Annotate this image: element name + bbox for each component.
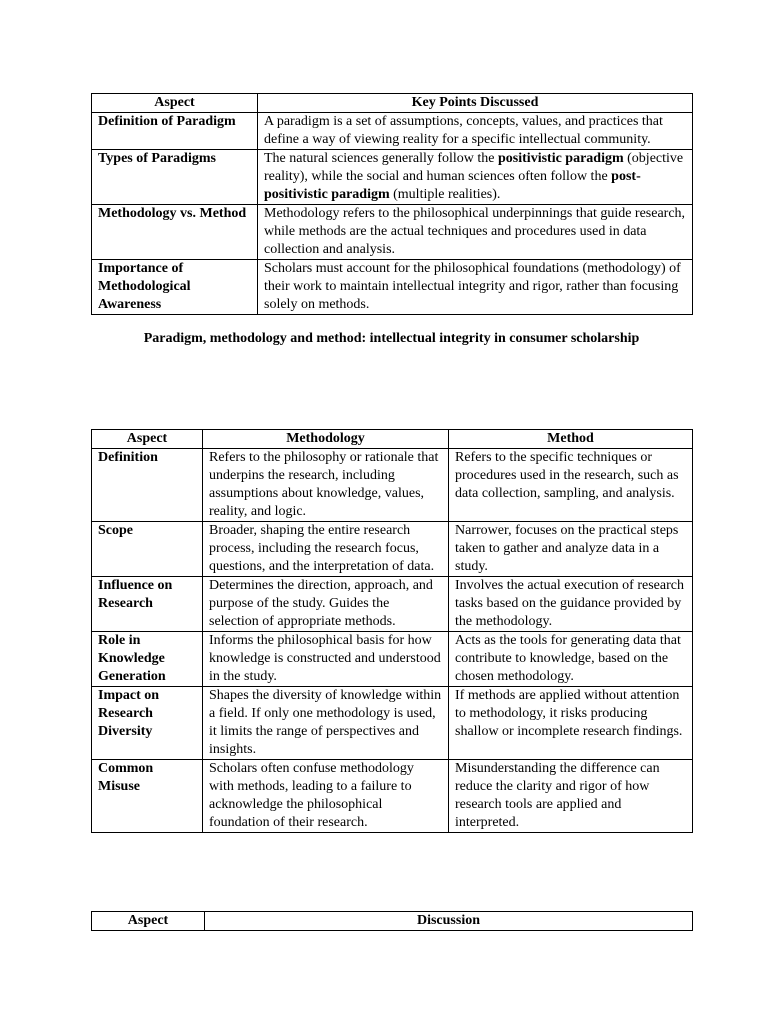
- table-row: [92, 260, 693, 315]
- aspect-cell: Types of Paradigms: [92, 150, 258, 205]
- column-header-key-points: Key Points Discussed: [258, 94, 693, 113]
- column-header-discussion: Discussion: [205, 912, 693, 931]
- methodology-method-table: [91, 429, 693, 833]
- table-row: [92, 449, 693, 522]
- table-row: [92, 150, 693, 205]
- method-cell: Refers to the specific techniques or procedures used in the research, such as data collection, sampling, and analysis.: [449, 449, 693, 522]
- methodology-cell: Informs the philosophical basis for how knowledge is constructed and understood in the study.: [203, 632, 449, 687]
- emphasized-term: positivistic paradigm: [498, 151, 624, 166]
- table-row: [92, 522, 693, 577]
- aspect-cell: Definition: [92, 449, 203, 522]
- aspect-cell: Scope: [92, 522, 203, 577]
- text-run: The natural sciences generally follow the: [264, 151, 499, 166]
- key-points-cell: Scholars must account for the philosophical foundations (methodology) of their work to maintain intellectual integrity and rigor, rather than focusing solely on methods.: [258, 260, 693, 315]
- methodology-cell: Determines the direction, approach, and purpose of the study. Guides the selection of appropriate methods.: [203, 577, 449, 632]
- aspect-cell: Definition of Paradigm: [92, 113, 258, 150]
- method-cell: If methods are applied without attention to methodology, it risks producing shallow or incomplete research findings.: [449, 687, 693, 760]
- table-caption: Paradigm, methodology and method: intellectual integrity in consumer scholarship: [143, 331, 640, 346]
- method-cell: Misunderstanding the difference can reduce the clarity and rigor of how research tools are applied and interpreted.: [449, 760, 693, 833]
- methodology-cell: Scholars often confuse methodology with methods, leading to a failure to acknowledge the philosophical foundation of their research.: [203, 760, 449, 833]
- methodology-cell: Refers to the philosophy or rationale that underpins the research, including assumptions about knowledge, values, reality, and logic.: [203, 449, 449, 522]
- text-run: (multiple realities).: [389, 187, 501, 202]
- aspect-cell: Influence on Research: [92, 577, 203, 632]
- table-row: [92, 760, 693, 833]
- paradigm-table: [91, 93, 693, 315]
- text-run: (objective reality), while the social and human sciences often follow the: [264, 151, 684, 184]
- column-header-aspect: Aspect: [92, 430, 203, 449]
- discussion-table: [91, 911, 693, 931]
- method-cell: Narrower, focuses on the practical steps taken to gather and analyze data in a study.: [449, 522, 693, 577]
- table-header-row: [92, 430, 693, 449]
- key-points-cell: Methodology refers to the philosophical underpinnings that guide research, while methods are the actual techniques and procedures used in data collection and analysis.: [258, 205, 693, 260]
- methodology-cell: Broader, shaping the entire research process, including the research focus, questions, and the interpretation of data.: [203, 522, 449, 577]
- table-row: [92, 577, 693, 632]
- method-cell: Involves the actual execution of research tasks based on the guidance provided by the methodology.: [449, 577, 693, 632]
- aspect-cell: Role in Knowledge Generation: [92, 632, 203, 687]
- key-points-cell: [258, 150, 693, 205]
- emphasized-term: post-positivistic paradigm: [264, 169, 641, 202]
- table-header-row: [92, 94, 693, 113]
- aspect-cell: Common Misuse: [92, 760, 203, 833]
- table-row: [92, 113, 693, 150]
- table-row: [92, 632, 693, 687]
- methodology-cell: Shapes the diversity of knowledge within a field. If only one methodology is used, it limits the range of perspectives and insights.: [203, 687, 449, 760]
- key-points-cell: A paradigm is a set of assumptions, concepts, values, and practices that define a way of viewing reality for a specific intellectual community.: [258, 113, 693, 150]
- column-header-aspect: Aspect: [92, 912, 205, 931]
- column-header-methodology: Methodology: [203, 430, 449, 449]
- table-row: [92, 687, 693, 760]
- table-header-row: [92, 912, 693, 931]
- table-row: [92, 205, 693, 260]
- method-cell: Acts as the tools for generating data that contribute to knowledge, based on the chosen methodology.: [449, 632, 693, 687]
- column-header-aspect: Aspect: [92, 94, 258, 113]
- column-header-method: Method: [449, 430, 693, 449]
- aspect-cell: Importance of Methodological Awareness: [92, 260, 258, 315]
- aspect-cell: Methodology vs. Method: [92, 205, 258, 260]
- aspect-cell: Impact on Research Diversity: [92, 687, 203, 760]
